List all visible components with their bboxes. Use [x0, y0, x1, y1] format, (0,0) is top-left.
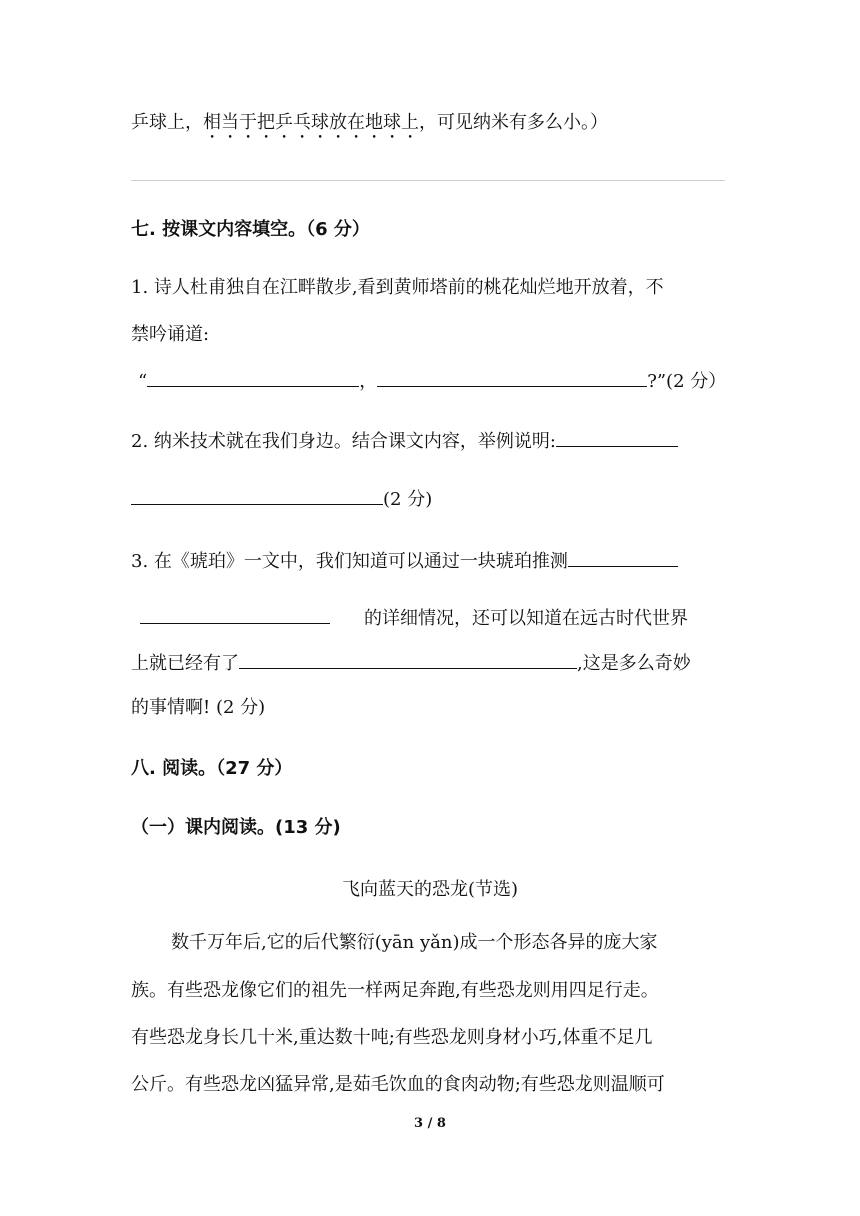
q2-blank-2[interactable] [131, 486, 383, 505]
q1-end: ?”(2 分） [647, 371, 727, 392]
q3-text-1: 3. 在《琥珀》一文中，我们知道可以通过一块琥珀推测 [131, 551, 568, 572]
q1-blank-2[interactable] [377, 368, 647, 387]
q3-blank-3[interactable] [239, 650, 577, 669]
intro-emphasis-text: 相当于把乒乓球放在地球上 [203, 112, 419, 133]
passage-line-4: 公斤。有些恐龙凶猛异常,是茹毛饮血的食肉动物;有些恐龙则温顺可 [131, 1074, 665, 1095]
q3-text-3a: 上就已经有了 [131, 653, 239, 674]
passage-line-2: 族。有些恐龙像它们的祖先一样两足奔跑,有些恐龙则用四足行走。 [131, 980, 659, 1001]
q1-comma: ， [359, 371, 378, 392]
intro-text-1: 乒球上， [131, 112, 203, 133]
q3-line3 [131, 650, 691, 676]
q3-text-3b: ,这是多么奇妙 [577, 653, 691, 674]
q1-open-quote: “ [138, 371, 148, 392]
q3-line4: 的事情啊! (2 分) [131, 697, 266, 718]
intro-text-2: ，可见纳米有多么小。） [419, 112, 608, 133]
q2-line2 [131, 486, 432, 512]
page-number: 3 / 8 [414, 1116, 446, 1131]
q2-line1 [131, 428, 678, 454]
q1-line1: 1. 诗人杜甫独自在江畔散步,看到黄师塔前的桃花灿烂地开放着，不 [131, 277, 664, 298]
passage-line-1: 数千万年后,它的后代繁衍(yān yǎn)成一个形态各异的庞大家 [171, 932, 658, 953]
q2-score: (2 分) [383, 489, 433, 510]
q1-line2: 禁吟诵道: [131, 324, 210, 345]
section7-heading: 七. 按课文内容填空。（6 分） [131, 219, 370, 240]
passage-line-3: 有些恐龙身长几十米,重达数十吨;有些恐龙则身材小巧,体重不足几 [131, 1027, 653, 1048]
section8-heading: 八. 阅读。（27 分） [131, 758, 293, 779]
q3-blank-1[interactable] [568, 548, 678, 567]
q2-blank-1[interactable] [556, 428, 678, 447]
section-divider [131, 180, 725, 181]
passage-title: 飞向蓝天的恐龙(节选) [341, 879, 519, 900]
q2-text: 2. 纳米技术就在我们身边。结合课文内容，举例说明: [131, 431, 556, 452]
q3-line1 [131, 548, 678, 574]
q3-text-2: 的详细情况，还可以知道在远古时代世界 [364, 608, 688, 629]
intro-line [131, 111, 608, 143]
q1-blank-1[interactable] [147, 368, 359, 387]
q3-line2 [140, 605, 688, 631]
section8-sub1: （一）课内阅读。(13 分) [131, 817, 341, 838]
q1-answer-line [138, 368, 726, 394]
q3-blank-2[interactable] [140, 605, 330, 624]
